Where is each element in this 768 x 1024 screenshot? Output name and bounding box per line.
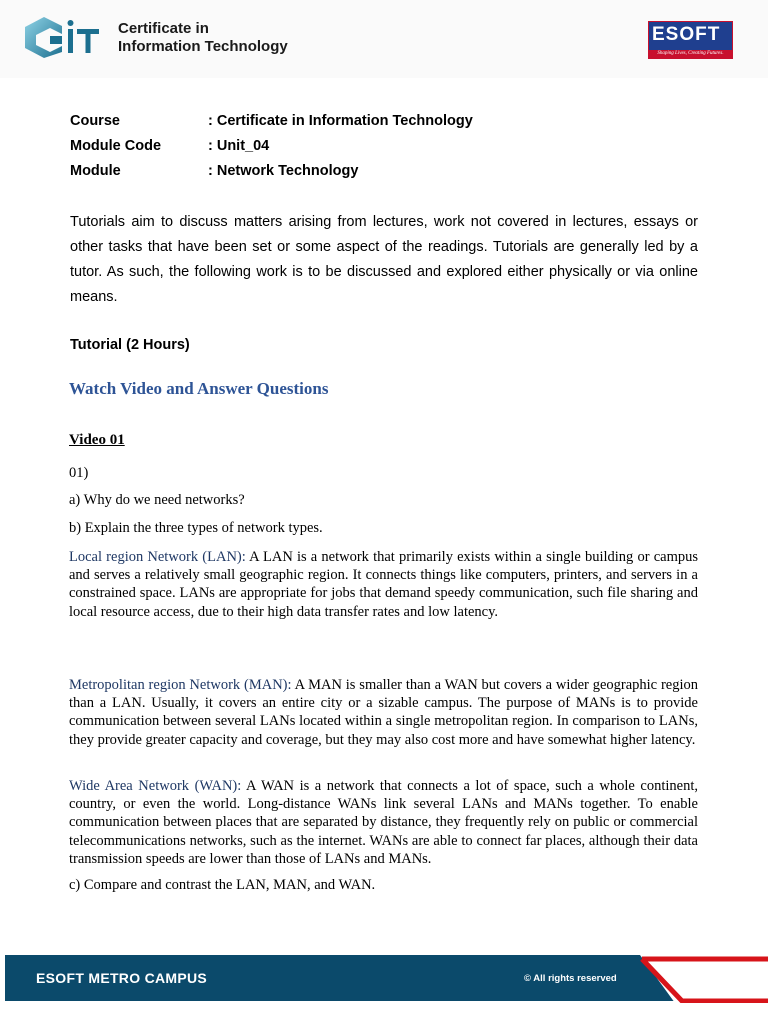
esoft-logo-text: ESOFT [652,24,721,45]
wan-paragraph [69,777,698,868]
footer-campus-name: ESOFT METRO CAMPUS [36,970,208,986]
question-number: 01) [69,465,89,481]
question-b: b) Explain the three types of network types. [69,520,323,536]
esoft-logo-tagline: Shaping Lives, Creating Futures. [649,50,732,58]
esoft-logo [648,21,733,59]
header-title-line1: Certificate in [118,20,209,37]
man-text: A MAN is smaller than a WAN but covers a wider geographic region than a LAN. Usually, it covers an entire city or a sizable campus. The purpose of MANs is to provide communication between several LANs located within a single metropolitan region. In comparison to LANs, they provide greater capacity and coverage, but they may also cost more and have somewhat higher latency. [69,677,698,748]
wan-text: A WAN is a network that connects a lot of space, such a whole continent, country, or even the world. Long-distance WANs link several LANs and MANs together. To enable communication between places that are separated by distance, they frequently rely on public or commercial telecommunications networks, such as the internet. WANs are able to connect far places, although their data transmission speeds are lower than those of LANs and MANs. [69,778,698,867]
meta-label: Module Code [70,138,162,154]
header-title [118,20,288,56]
tutorial-heading: Tutorial (2 Hours) [70,337,190,353]
meta-label: Module [70,163,121,179]
wan-term: Wide Area Network (WAN): [69,778,242,794]
man-paragraph [69,676,698,749]
footer-swoosh-icon [600,955,768,1003]
footer-rights: © All rights reserved [524,973,617,984]
meta-value: : Unit_04 [208,138,270,154]
video-title: Video 01 [69,432,125,448]
man-term: Metropolitan region Network (MAN): [69,677,292,693]
meta-value: : Certificate in Information Technology [208,113,473,129]
question-a: a) Why do we need networks? [69,492,245,508]
section-heading: Watch Video and Answer Questions [69,379,329,398]
meta-value: : Network Technology [208,163,359,179]
lan-term: Local region Network (LAN): [69,549,246,565]
question-c: c) Compare and contrast the LAN, MAN, and WAN. [69,877,376,893]
lan-text: A LAN is a network that primarily exists within a single building or campus and serves a relatively small geographic region. It connects things like computers, printers, and servers in a constrained space. LANs are appropriate for jobs that demand speedy communication, such file sharing and local resource access, due to their high data transfer rates and low latency. [69,549,698,620]
page-header [0,0,768,78]
cit-logo-icon [22,14,106,60]
lan-paragraph [69,548,698,621]
page-footer [0,955,768,1003]
intro-paragraph: Tutorials aim to discuss matters arising from lectures, work not covered in lectures, essays or other tasks that have been set or some aspect of the readings. Tutorials are generally led by a tutor. As such, the following work is to be discussed and explored either physically or via online means. [70,214,698,305]
meta-label: Course [70,113,120,129]
header-title-line2: Information Technology [118,38,288,55]
